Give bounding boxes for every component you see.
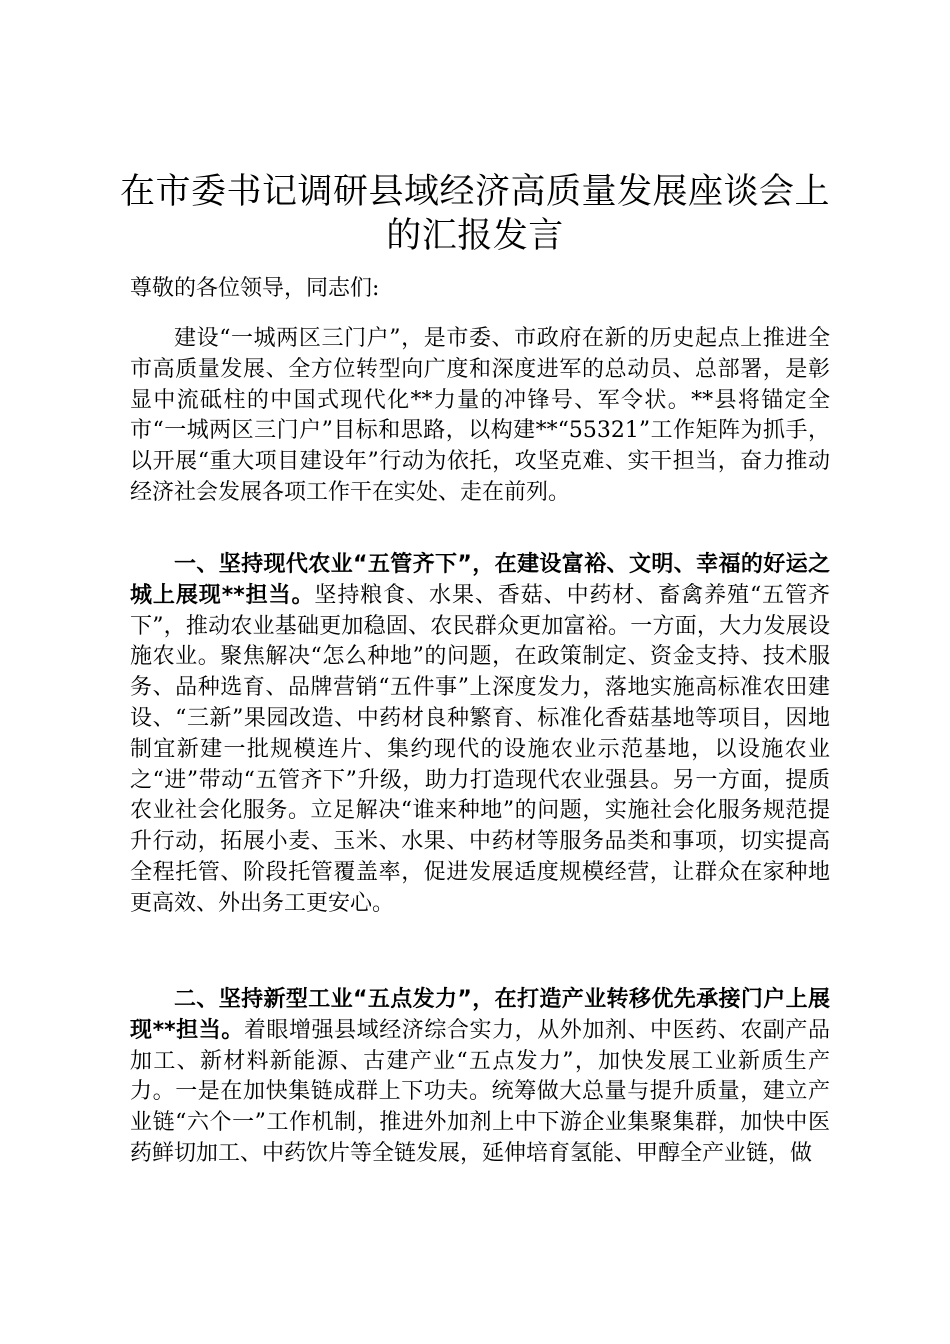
salutation: 尊敬的各位领导，同志们: xyxy=(130,276,380,301)
section-2-heading: 二、坚持新型工业“五点发力”，在打造产业转移优先承接门户上展现**担当。 xyxy=(130,987,830,1043)
section-1-paragraph xyxy=(130,550,830,920)
section-2-paragraph xyxy=(130,985,830,1170)
document-title: 在市委书记调研县域经济高质量发展座谈会上的汇报发言 xyxy=(119,172,830,256)
section-1-body: 坚持粮食、水果、香菇、中药材、畜禽养殖“五管齐下”，推动农业基础更加稳固、农民群众更加富裕。一方面，大力发展设施农业。聚焦解决“怎么种地”的问题，在政策制定、资金支持、技术服务、品种选育、品牌营销“五件事”上深度发力，落地实施高标准农田建设、“三新”果园改造、中药材良种繁育、标准化香菇基地等项目，因地制宜新建一批规模连片、集约现代的设施农业示范基地，以设施农业之“进”带动“五管齐下”升级，助力打造现代农业强县。另一方面，提质农业社会化服务。立足解决“谁来种地”的问题，实施社会化服务规范提升行动，拓展小麦、玉米、水果、中药材等服务品类和事项，切实提高全程托管、阶段托管覆盖率，促进发展适度规模经营，让群众在家种地更高效、外出务工更安心。 xyxy=(130,582,830,916)
section-1-heading: 一、坚持现代农业“五管齐下”，在建设富裕、文明、幸福的好运之城上展现**担当。 xyxy=(130,552,830,608)
intro-paragraph: 建设“一城两区三门户”，是市委、市政府在新的历史起点上推进全市高质量发展、全方位转型向广度和深度进军的总动员、总部署，是彰显中流砥柱的中国式现代化**力量的冲锋号、军令状。**县将锚定全市“一城两区三门户”目标和思路，以构建**“55321”工作矩阵为抓手，以开展“重大项目建设年”行动为依托，攻坚克难、实干担当，奋力推动经济社会发展各项工作干在实处、走在前列。 xyxy=(130,326,830,505)
section-2-body: 着眼增强县域经济综合实力，从外加剂、中医药、农副产品加工、新材料新能源、古建产业“五点发力”，加快发展工业新质生产力。一是在加快集链成群上下功夫。统筹做大总量与提升质量，建立产业链“六个一”工作机制，推进外加剂上中下游企业集聚集群，加快中医药鲜切加工、中药饮片等全链发展，延伸培育氢能、甲醇全产业链，做 xyxy=(130,1017,830,1166)
